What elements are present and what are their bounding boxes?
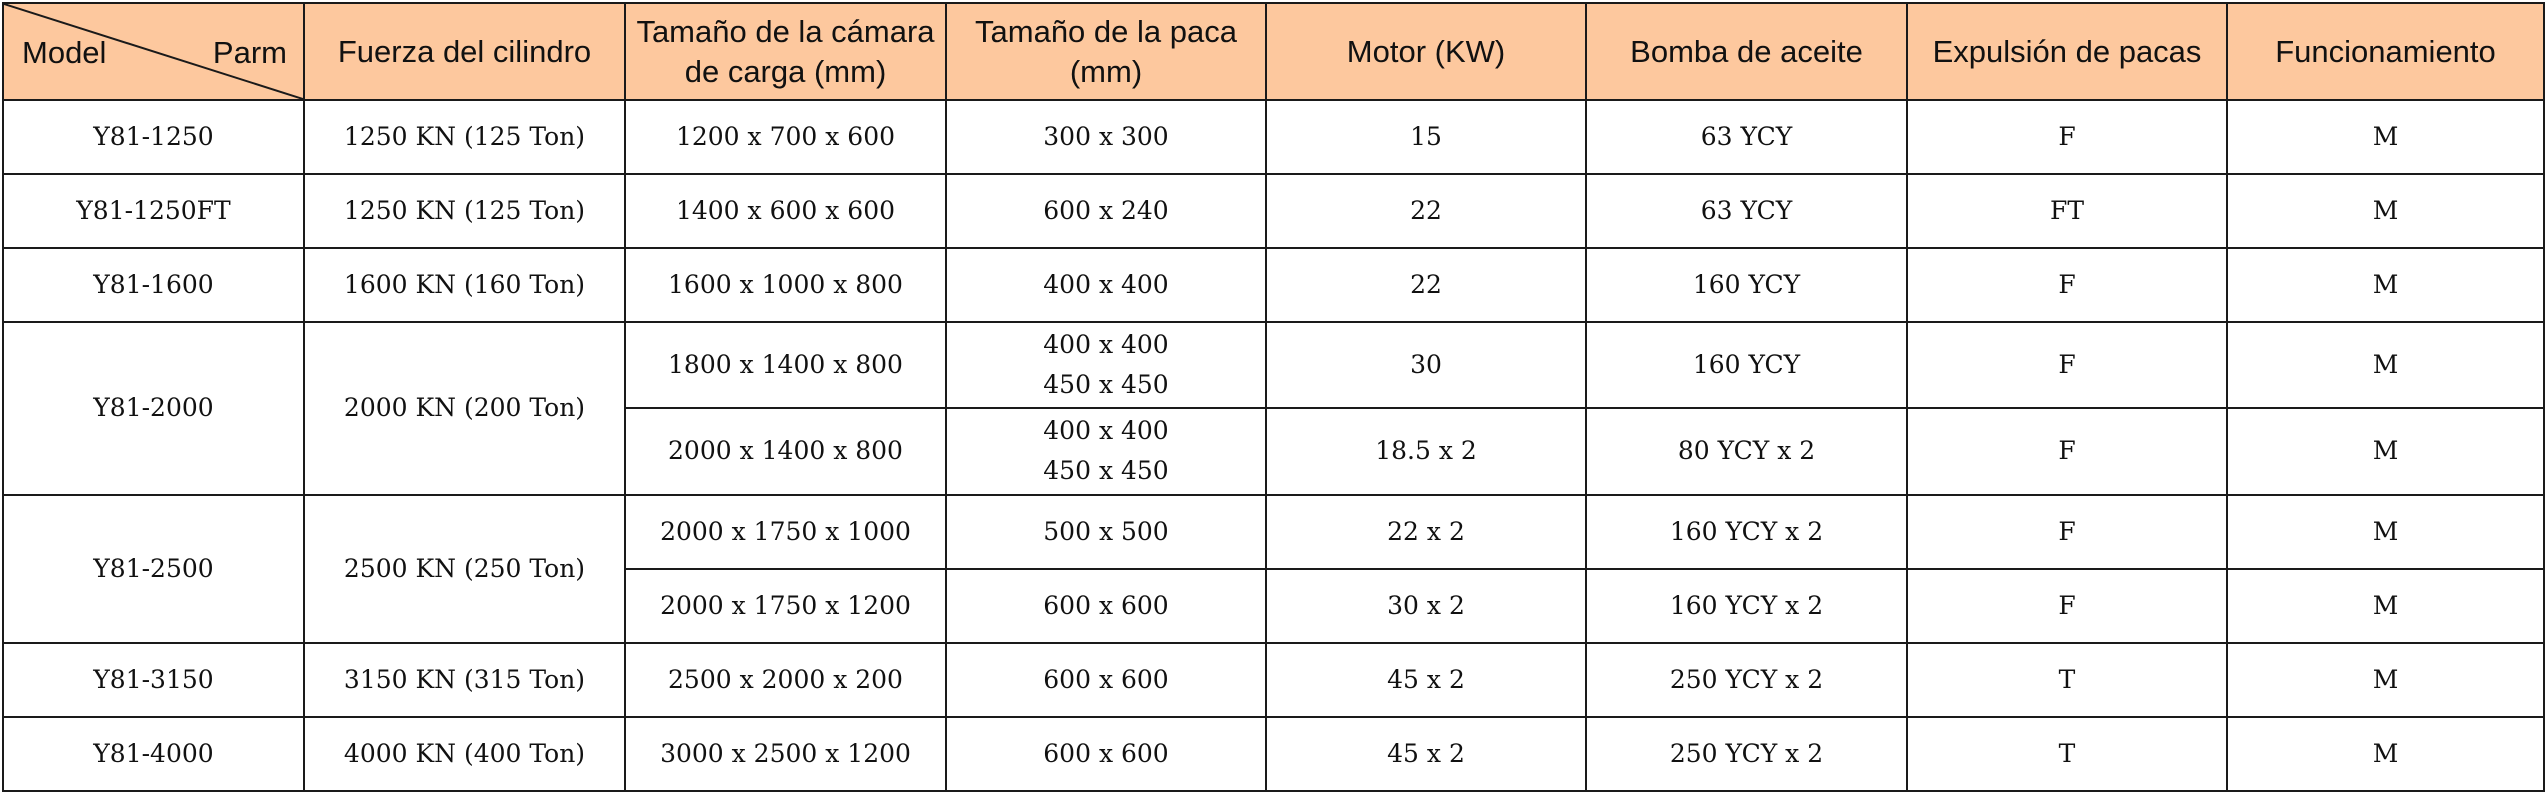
cell-force: 1600 KN (160 Ton): [304, 248, 625, 322]
cell-bale: [946, 100, 1266, 174]
baler-spec-table: [2, 2, 2545, 792]
cell-motor: 22: [1266, 248, 1586, 322]
bale-size: 600 x 600: [1043, 664, 1169, 694]
cell-chamber: 1800 x 1400 x 800: [625, 322, 946, 408]
corner-header: [3, 3, 304, 100]
cell-pump: 160 YCY: [1586, 322, 1907, 408]
cell-pump: 63 YCY: [1586, 100, 1907, 174]
cell-motor: 18.5 x 2: [1266, 408, 1586, 494]
cell-bale: [946, 322, 1266, 408]
table-row: [3, 717, 2544, 791]
cell-model: Y81-1250: [3, 100, 304, 174]
cell-chamber: 2000 x 1750 x 1000: [625, 495, 946, 569]
cell-operation: M: [2227, 322, 2544, 408]
cell-operation: M: [2227, 569, 2544, 643]
header-operation: Funcionamiento: [2227, 3, 2544, 100]
cell-ejection: T: [1907, 717, 2227, 791]
cell-force: 1250 KN (125 Ton): [304, 174, 625, 248]
cell-force: 4000 KN (400 Ton): [304, 717, 625, 791]
cell-operation: M: [2227, 643, 2544, 717]
cell-model: Y81-3150: [3, 643, 304, 717]
cell-pump: 160 YCY x 2: [1586, 569, 1907, 643]
cell-bale: [946, 643, 1266, 717]
cell-force: 2000 KN (200 Ton): [304, 322, 625, 494]
table-row: [3, 495, 2544, 569]
cell-operation: M: [2227, 174, 2544, 248]
cell-chamber: 1600 x 1000 x 800: [625, 248, 946, 322]
cell-motor: 30 x 2: [1266, 569, 1586, 643]
cell-motor: 30: [1266, 322, 1586, 408]
header-ejection: Expulsión de pacas: [1907, 3, 2227, 100]
cell-motor: 22: [1266, 174, 1586, 248]
cell-chamber: 1200 x 700 x 600: [625, 100, 946, 174]
cell-chamber: 2000 x 1400 x 800: [625, 408, 946, 494]
bale-size: 400 x 400: [1043, 330, 1169, 360]
cell-pump: 250 YCY x 2: [1586, 717, 1907, 791]
header-force: Fuerza del cilindro: [304, 3, 625, 100]
bale-size: 400 x 400: [1043, 416, 1169, 446]
cell-bale: [946, 495, 1266, 569]
cell-ejection: F: [1907, 569, 2227, 643]
cell-bale: [946, 717, 1266, 791]
bale-size: 450 x 450: [1043, 370, 1169, 400]
table-row: [3, 248, 2544, 322]
cell-ejection: F: [1907, 248, 2227, 322]
table-row: [3, 643, 2544, 717]
cell-force: 1250 KN (125 Ton): [304, 100, 625, 174]
cell-pump: 160 YCY: [1586, 248, 1907, 322]
cell-ejection: F: [1907, 408, 2227, 494]
header-motor: Motor (KW): [1266, 3, 1586, 100]
cell-model: Y81-1600: [3, 248, 304, 322]
cell-bale: [946, 408, 1266, 494]
header-chamber: Tamaño de la cámara de carga (mm): [625, 3, 946, 100]
cell-pump: 160 YCY x 2: [1586, 495, 1907, 569]
table-row: [3, 174, 2544, 248]
cell-model: Y81-2000: [3, 322, 304, 494]
cell-bale: [946, 248, 1266, 322]
cell-ejection: F: [1907, 322, 2227, 408]
header-row: [3, 3, 2544, 100]
cell-motor: 45 x 2: [1266, 643, 1586, 717]
cell-operation: M: [2227, 248, 2544, 322]
bale-size: 450 x 450: [1043, 456, 1169, 486]
cell-chamber: 3000 x 2500 x 1200: [625, 717, 946, 791]
cell-ejection: F: [1907, 100, 2227, 174]
cell-bale: [946, 174, 1266, 248]
cell-operation: M: [2227, 100, 2544, 174]
cell-bale: [946, 569, 1266, 643]
cell-chamber: 1400 x 600 x 600: [625, 174, 946, 248]
cell-pump: 80 YCY x 2: [1586, 408, 1907, 494]
bale-size: 600 x 600: [1043, 738, 1169, 768]
cell-motor: 15: [1266, 100, 1586, 174]
table-row: [3, 100, 2544, 174]
cell-operation: M: [2227, 495, 2544, 569]
bale-size: 600 x 240: [1043, 196, 1169, 226]
corner-parm-label: Parm: [212, 35, 287, 70]
corner-model-label: Model: [22, 35, 107, 70]
bale-size: 500 x 500: [1043, 516, 1169, 546]
cell-model: Y81-1250FT: [3, 174, 304, 248]
header-bale: Tamaño de la paca (mm): [946, 3, 1266, 100]
table-row: [3, 322, 2544, 408]
cell-motor: 22 x 2: [1266, 495, 1586, 569]
cell-motor: 45 x 2: [1266, 717, 1586, 791]
cell-force: 3150 KN (315 Ton): [304, 643, 625, 717]
cell-force: 2500 KN (250 Ton): [304, 495, 625, 643]
cell-model: Y81-2500: [3, 495, 304, 643]
cell-pump: 63 YCY: [1586, 174, 1907, 248]
cell-ejection: FT: [1907, 174, 2227, 248]
header-pump: Bomba de aceite: [1586, 3, 1907, 100]
bale-size: 400 x 400: [1043, 270, 1169, 300]
cell-chamber: 2500 x 2000 x 200: [625, 643, 946, 717]
cell-operation: M: [2227, 408, 2544, 494]
cell-ejection: F: [1907, 495, 2227, 569]
bale-size: 600 x 600: [1043, 590, 1169, 620]
cell-chamber: 2000 x 1750 x 1200: [625, 569, 946, 643]
bale-size: 300 x 300: [1043, 122, 1169, 152]
cell-operation: M: [2227, 717, 2544, 791]
cell-pump: 250 YCY x 2: [1586, 643, 1907, 717]
cell-model: Y81-4000: [3, 717, 304, 791]
cell-ejection: T: [1907, 643, 2227, 717]
